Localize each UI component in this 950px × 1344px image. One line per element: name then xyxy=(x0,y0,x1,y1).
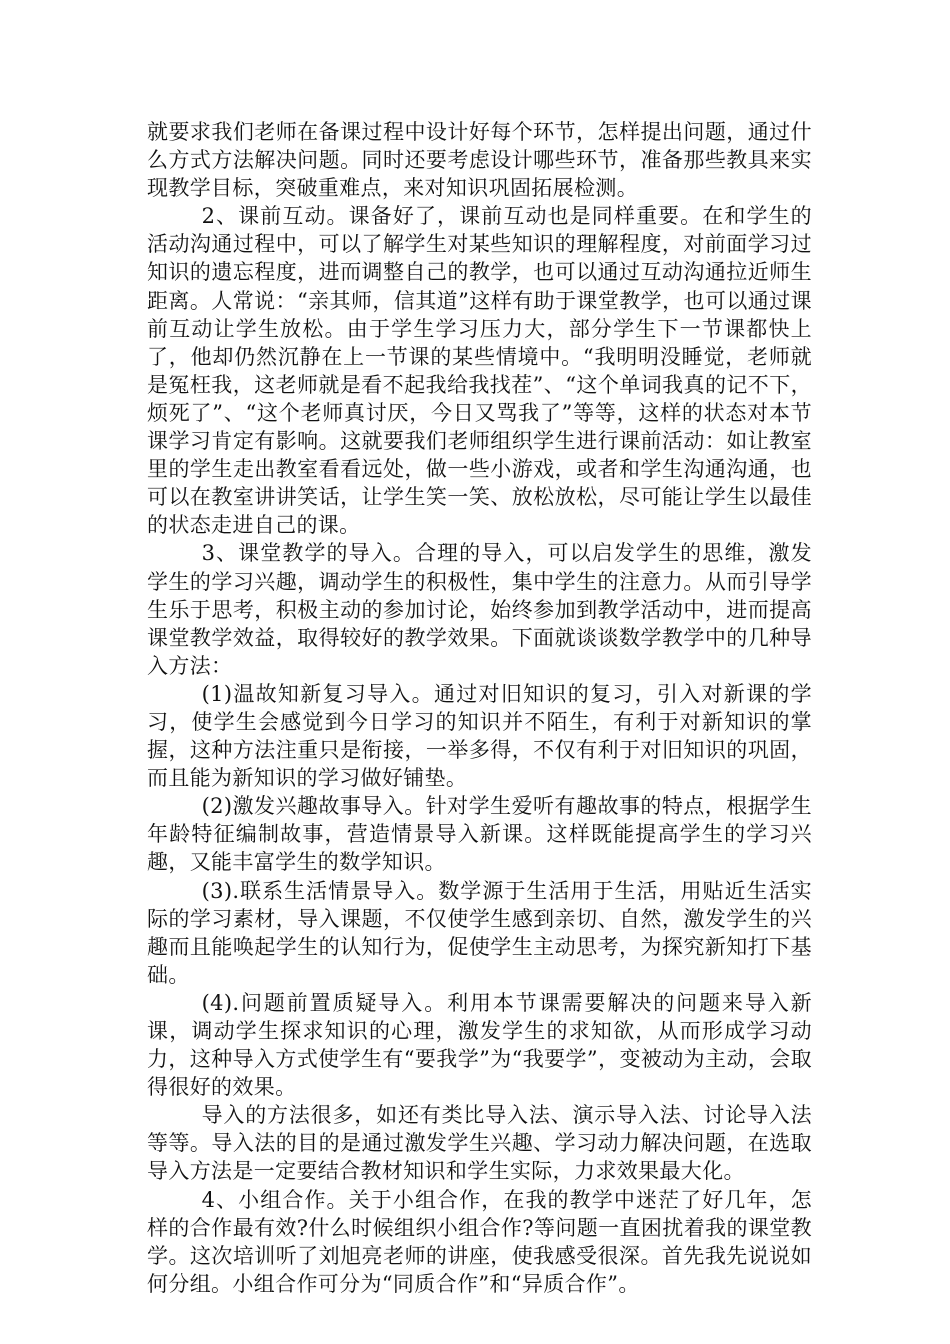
paragraph-question-introduction: (4).问题前置质疑导入。利用本节课需要解决的问题来导入新课，调动学生探求知识的心理，激发学生的求知欲，从而形成学习动力，这种导入方式使学生有“要我学”为“我要学”，变被动为主动，会取得很好的效果。 xyxy=(147,990,812,1100)
paragraph-review-introduction: (1)温故知新复习导入。通过对旧知识的复习，引入对新课的学习，使学生会感觉到今日学习的知识并不陌生，有利于对新知识的掌握，这种方法注重只是衔接，一举多得，不仅有利于对旧知识的巩固，而且能为新知识的学习做好铺垫。 xyxy=(147,681,812,791)
paragraph-introduction-methods-summary: 导入的方法很多，如还有类比导入法、演示导入法、讨论导入法等等。导入法的目的是通过激发学生兴趣、学习动力解决问题，在选取导入方法是一定要结合教材知识和学生实际，力求效果最大化。 xyxy=(147,1103,812,1184)
paragraph-group-cooperation: 4、小组合作。关于小组合作，在我的教学中迷茫了好几年，怎样的合作最有效?什么时候组织小组合作?等问题一直困扰着我的课堂教学。这次培训听了刘旭亮老师的讲座，使我感受很深。首先我先说说如何分组。小组合作可分为“同质合作”和“异质合作”。 xyxy=(147,1187,812,1296)
paragraph-life-scene-introduction: (3).联系生活情景导入。数学源于生活用于生活，用贴近生活实际的学习素材，导入课题，不仅使学生感到亲切、自然，激发学生的兴趣而且能唤起学生的认知行为，促使学生主动思考，为探究新知打下基础。 xyxy=(147,878,812,987)
paragraph-story-introduction: (2)激发兴趣故事导入。针对学生爱听有趣故事的特点，根据学生年龄特征编制故事，营造情景导入新课。这样既能提高学生的学习兴趣，又能丰富学生的数学知识。 xyxy=(147,794,812,875)
paragraph-pre-class-interaction: 2、课前互动。课备好了，课前互动也是同样重要。在和学生的活动沟通过程中，可以了解学生对某些知识的理解程度，对前面学习过知识的遗忘程度，进而调整自己的教学，也可以通过互动沟通拉近师生距离。人常说：“亲其师，信其道”这样有助于课堂教学，也可以通过课前互动让学生放松。由于学生学习压力大，部分学生下一节课都快上了，他却仍然沉静在上一节课的某些情境中。“我明明没睡觉，老师就是冤枉我，这老师就是看不起我给我找茬”、“这个单词我真的记不下，烦死了”、“这个老师真讨厌，今日又骂我了”等等，这样的状态对本节课学习肯定有影响。这就要我们老师组织学生进行课前活动：如让教室里的学生走出教室看看远处，做一些小游戏，或者和学生沟通沟通，也可以在教室讲讲笑话，让学生笑一笑、放松放松，尽可能让学生以最佳的状态走进自己的课。 xyxy=(147,204,812,538)
paragraph-continuation: 就要求我们老师在备课过程中设计好每个环节，怎样提出问题，通过什么方式方法解决问题。同时还要考虑设计哪些环节，准备那些教具来实现教学目标，突破重难点，来对知识巩固拓展检测。 xyxy=(147,120,812,201)
document-body xyxy=(147,118,812,1298)
paragraph-lesson-introduction: 3、课堂教学的导入。合理的导入，可以启发学生的思维，激发学生的学习兴趣，调动学生的积极性，集中学生的注意力。从而引导学生乐于思考，积极主动的参加讨论，始终参加到教学活动中，进而提高课堂教学效益，取得较好的教学效果。下面就谈谈数学教学中的几种导入方法： xyxy=(147,541,812,678)
